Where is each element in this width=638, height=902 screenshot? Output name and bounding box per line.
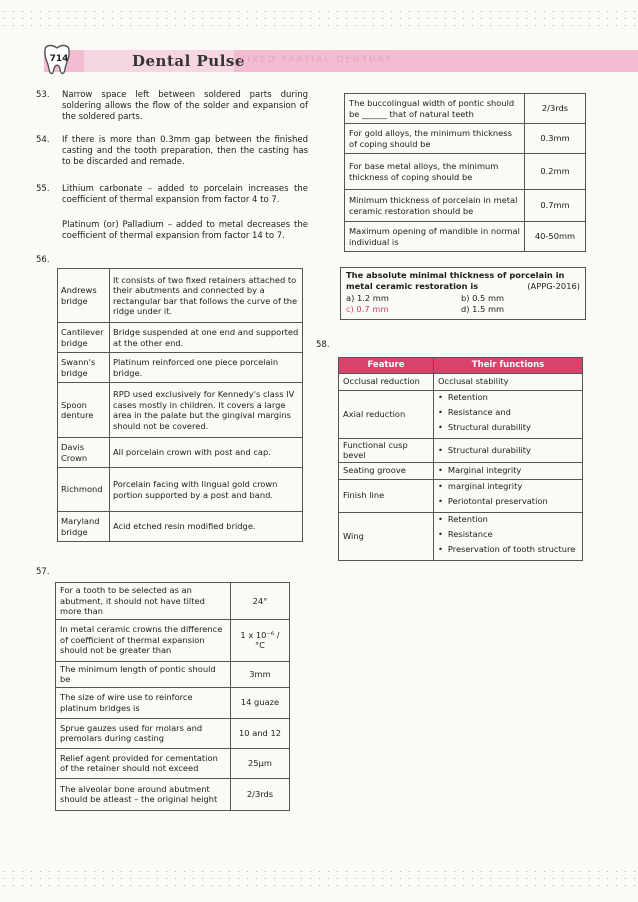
table-cell: 1 x 10⁻⁶ / °C	[231, 619, 290, 661]
table-cell: The alveolar bone around abutment should be atleast – the original height	[56, 778, 231, 810]
functions-cell	[434, 438, 583, 462]
table-cell: For base metal alloys, the minimum thickness of coping should be	[345, 154, 525, 190]
feature-cell: Wing	[339, 512, 434, 560]
item-number: 53.	[36, 90, 50, 100]
function-item: • Marginal integrity	[438, 465, 578, 476]
table-row	[339, 512, 583, 560]
feature-cell: Occlusal reduction	[339, 373, 434, 390]
table-cell: Swann's bridge	[58, 353, 110, 383]
page-title: Dental Pulse	[132, 52, 245, 70]
table-cell: Davis Crown	[58, 438, 110, 468]
thickness-values-table	[344, 93, 586, 252]
item-number: 54.	[36, 135, 50, 145]
table-row	[56, 778, 290, 810]
function-item: • Resistance	[438, 529, 578, 544]
table-cell: 0.2mm	[525, 154, 586, 190]
table-cell: 24°	[231, 583, 290, 620]
table-cell: 14 guaze	[231, 687, 290, 718]
table-cell: Maximum opening of mandible in normal individual is	[345, 222, 525, 252]
item-number: 56.	[36, 255, 50, 265]
table-cell: Relief agent provided for cementation of the retainer should not exceed	[56, 748, 231, 778]
function-item: • Structural durability	[438, 445, 578, 456]
header-faded-text: FIXED PARTIAL DENTURE	[240, 55, 394, 65]
function-item: • Preservation of tooth structure	[438, 544, 578, 559]
table-cell: 10 and 12	[231, 718, 290, 748]
column-header: Their functions	[434, 358, 583, 374]
table-cell: 25μm	[231, 748, 290, 778]
table-row	[345, 222, 586, 252]
table-cell: 2/3rds	[525, 94, 586, 124]
scan-noise-bottom	[0, 868, 638, 892]
mcq-option-c-answer: c) 0.7 mm	[346, 304, 389, 314]
fpd-values-table	[55, 582, 290, 811]
item-number: 58.	[316, 340, 330, 350]
table-cell: The minimum length of pontic should be	[56, 661, 231, 687]
table-row	[58, 269, 303, 323]
table-row	[56, 687, 290, 718]
table-cell: 0.3mm	[525, 124, 586, 154]
mcq-question: The absolute minimal thickness of porcelain in metal ceramic restoration is	[346, 270, 565, 291]
table-row	[345, 154, 586, 190]
table-row	[58, 323, 303, 353]
table-cell: Andrews bridge	[58, 269, 110, 323]
table-row	[339, 462, 583, 479]
functions-cell	[434, 462, 583, 479]
table-cell: The size of wire use to reinforce platinum bridges is	[56, 687, 231, 718]
table-cell: Richmond	[58, 468, 110, 512]
feature-cell: Functional cusp bevel	[339, 438, 434, 462]
table-cell: 2/3rds	[231, 778, 290, 810]
table-cell: Cantilever bridge	[58, 323, 110, 353]
function-item: • marginal integrity	[438, 481, 578, 496]
mcq-option-b: b) 0.5 mm	[461, 293, 505, 303]
table-row	[339, 390, 583, 438]
table-row	[58, 383, 303, 438]
table-row	[339, 373, 583, 390]
table-row	[56, 748, 290, 778]
feature-cell: Finish line	[339, 479, 434, 512]
item-number: 57.	[36, 567, 50, 577]
scan-noise-top	[0, 8, 638, 32]
table-row	[339, 479, 583, 512]
table-cell: It consists of two fixed retainers attached to their abutments and connected by a rectangular bar that follows the curve of the ridge under it.	[110, 269, 303, 323]
table-row	[58, 512, 303, 542]
feature-cell: Seating groove	[339, 462, 434, 479]
function-item: • Retention	[438, 514, 578, 529]
function-item: • Periotontal preservation	[438, 496, 578, 511]
mcq-option-d: d) 1.5 mm	[461, 304, 505, 314]
functions-cell	[434, 373, 583, 390]
table-cell: For a tooth to be selected as an abutment, it should not have tilted more than	[56, 583, 231, 620]
mcq-source: (APPG-2016)	[527, 281, 580, 291]
table-row	[58, 468, 303, 512]
function-item: Occlusal stability	[438, 376, 509, 387]
table-cell: 40-50mm	[525, 222, 586, 252]
table-cell: The buccolingual width of pontic should be ______ that of natural teeth	[345, 94, 525, 124]
feature-functions-table	[338, 357, 583, 561]
table-cell: All porcelain crown with post and cap.	[110, 438, 303, 468]
table-cell: Acid etched resin modified bridge.	[110, 512, 303, 542]
table-cell: Sprue gauzes used for molars and premolars during casting	[56, 718, 231, 748]
function-item: • Retention	[438, 392, 578, 407]
table-row	[345, 94, 586, 124]
mcq-box	[340, 267, 586, 320]
table-header-row	[339, 358, 583, 374]
table-cell: Maryland bridge	[58, 512, 110, 542]
table-row	[56, 661, 290, 687]
item-text: Platinum (or) Palladium – added to metal decreases the coefficient of thermal expansion from factor 14 to 7.	[62, 220, 308, 241]
function-item: • Structural durability	[438, 422, 578, 437]
table-cell: For gold alloys, the minimum thickness of coping should be	[345, 124, 525, 154]
table-cell: Bridge suspended at one end and supported at the other end.	[110, 323, 303, 353]
function-item: • Resistance and	[438, 407, 578, 422]
table-row	[56, 718, 290, 748]
item-text: If there is more than 0.3mm gap between the finished casting and the tooth preparation, then the casting has to be discarded and remade.	[62, 135, 308, 167]
bridge-types-table	[57, 268, 303, 542]
functions-cell	[434, 479, 583, 512]
table-cell: Spoon denture	[58, 383, 110, 438]
table-row	[345, 124, 586, 154]
item-text: Narrow space left between soldered parts during soldering allows the flow of the solder and expansion of the soldered parts.	[62, 90, 308, 122]
table-cell: 3mm	[231, 661, 290, 687]
table-row	[345, 190, 586, 222]
table-row	[339, 438, 583, 462]
table-cell: Porcelain facing with lingual gold crown portion supported by a post and band.	[110, 468, 303, 512]
table-cell: In metal ceramic crowns the difference of coefficient of thermal expansion should not be greater than	[56, 619, 231, 661]
item-number: 55.	[36, 184, 50, 194]
mcq-option-a: a) 1.2 mm	[346, 293, 389, 303]
table-row	[58, 353, 303, 383]
table-cell: RPD used exclusively for Kennedy's class IV cases mostly in children. It covers a large area in the palate but the gingival margins should not be covered.	[110, 383, 303, 438]
table-cell: Platinum reinforced one piece porcelain bridge.	[110, 353, 303, 383]
table-cell: Minimum thickness of porcelain in metal ceramic restoration should be	[345, 190, 525, 222]
functions-cell	[434, 512, 583, 560]
page-number: 714	[49, 54, 69, 64]
table-cell: 0.7mm	[525, 190, 586, 222]
functions-cell	[434, 390, 583, 438]
table-row	[56, 583, 290, 620]
table-row	[58, 438, 303, 468]
table-row	[56, 619, 290, 661]
feature-cell: Axial reduction	[339, 390, 434, 438]
column-header: Feature	[339, 358, 434, 374]
item-text: Lithium carbonate – added to porcelain increases the coefficient of thermal expansion from factor 4 to 7.	[62, 184, 308, 205]
